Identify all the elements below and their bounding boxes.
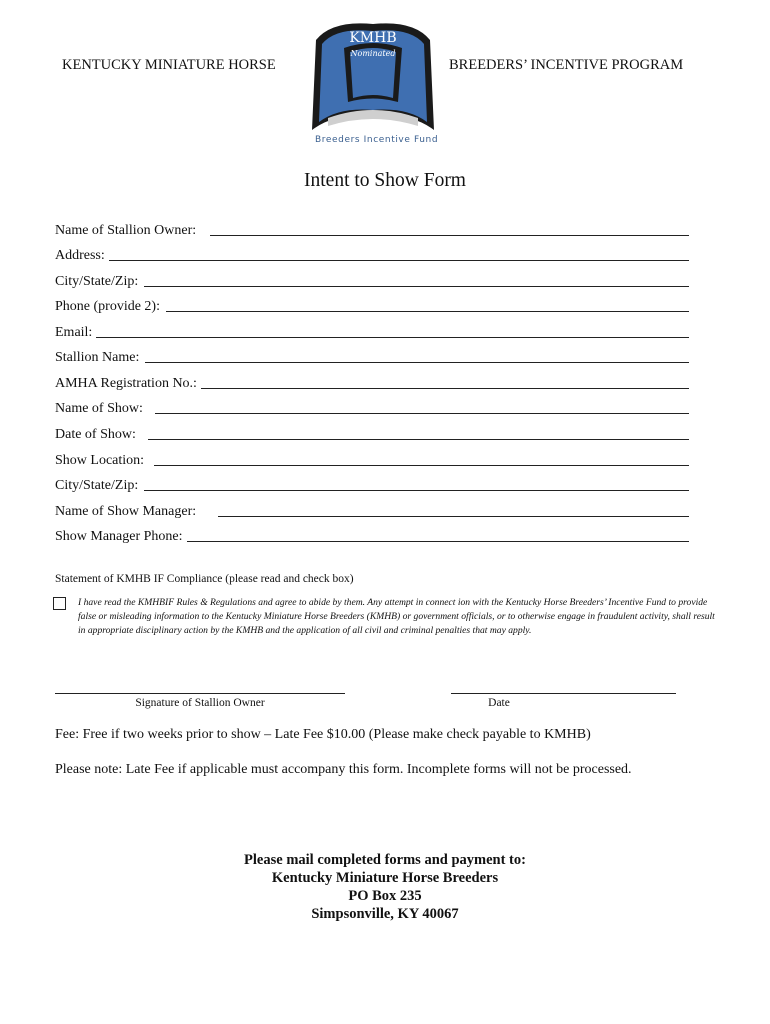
field-label: Name of Show: — [55, 401, 143, 416]
field-show-date[interactable] — [55, 421, 689, 443]
logo-top-text: KMHB — [349, 30, 397, 46]
field-city-state-zip[interactable] — [55, 268, 689, 290]
field-label: Email: — [55, 325, 93, 340]
field-label: AMHA Registration No.: — [55, 376, 197, 391]
field-line[interactable] — [154, 465, 689, 466]
field-address[interactable] — [55, 242, 689, 264]
field-label: City/State/Zip: — [55, 478, 139, 493]
field-line[interactable] — [187, 541, 689, 542]
mailing-line: Simpsonville, KY 40067 — [311, 906, 459, 922]
compliance-agreement-text: I have read the KMHBIF Rules & Regulations and agree to abide by them. Any attempt in connect ion with the Kentucky Horse Breeders’ Incentive Fund to provide false or misleading information to the Kentucky Miniature Horse Breeders (KMHB) or government officials, or to otherwise engage in fraudulent activity, shall result in appropriate disciplinary action by the KMHB and the application of all civil and criminal penalties that may apply. — [78, 597, 715, 636]
field-label: Name of Show Manager: — [55, 504, 197, 519]
mailing-line: PO Box 235 — [348, 888, 422, 904]
field-label: Phone (provide 2): — [55, 299, 160, 314]
field-label: Date of Show: — [55, 427, 136, 442]
field-label: Stallion Name: — [55, 350, 140, 365]
field-label: Show Manager Phone: — [55, 529, 183, 544]
field-email[interactable] — [55, 319, 689, 341]
form-title: Intent to Show Form — [304, 170, 466, 191]
field-show-location[interactable] — [55, 447, 689, 469]
agree-checkbox[interactable] — [53, 597, 66, 610]
logo-ribbon-text: Nominated — [350, 49, 396, 58]
field-line[interactable] — [166, 311, 689, 312]
mailing-line: Please mail completed forms and payment to: — [244, 852, 526, 868]
header-left-text: KENTUCKY MINIATURE HORSE — [62, 57, 276, 73]
late-fee-note: Please note: Late Fee if applicable must accompany this form. Incomplete forms will not be processed. — [55, 762, 632, 777]
header-right-text: BREEDERS’ INCENTIVE PROGRAM — [449, 57, 684, 73]
field-show-name[interactable] — [55, 395, 689, 417]
field-line[interactable] — [148, 439, 689, 440]
field-show-city-state-zip[interactable] — [55, 472, 689, 494]
mailing-address — [0, 851, 770, 923]
field-label: Show Location: — [55, 453, 145, 468]
field-line[interactable] — [155, 413, 689, 414]
field-amha-registration[interactable] — [55, 370, 689, 392]
field-line[interactable] — [144, 490, 689, 491]
date-label: Date — [488, 697, 510, 709]
field-show-manager-phone[interactable] — [55, 523, 689, 545]
signature-line[interactable] — [55, 693, 345, 694]
compliance-heading: Statement of KMHB IF Compliance (please read and check box) — [55, 573, 354, 585]
field-label: Address: — [55, 248, 105, 263]
field-stallion-owner[interactable] — [55, 217, 689, 239]
field-line[interactable] — [218, 516, 689, 517]
field-line[interactable] — [109, 260, 689, 261]
field-line[interactable] — [145, 362, 689, 363]
field-phone[interactable] — [55, 293, 689, 315]
field-line[interactable] — [96, 337, 689, 338]
field-label: City/State/Zip: — [55, 274, 139, 289]
field-stallion-name[interactable] — [55, 344, 689, 366]
signature-label: Signature of Stallion Owner — [135, 697, 265, 709]
field-show-manager[interactable] — [55, 498, 689, 520]
field-line[interactable] — [201, 388, 689, 389]
field-line[interactable] — [210, 235, 689, 236]
field-line[interactable] — [144, 286, 689, 287]
fee-text: Fee: Free if two weeks prior to show – Late Fee $10.00 (Please make check payable to KMHB) — [55, 727, 591, 742]
field-label: Name of Stallion Owner: — [55, 223, 197, 238]
kmhb-logo — [308, 18, 438, 136]
mailing-line: Kentucky Miniature Horse Breeders — [271, 870, 499, 886]
logo-caption: Breeders Incentive Fund — [315, 135, 439, 145]
date-line[interactable] — [451, 693, 676, 694]
